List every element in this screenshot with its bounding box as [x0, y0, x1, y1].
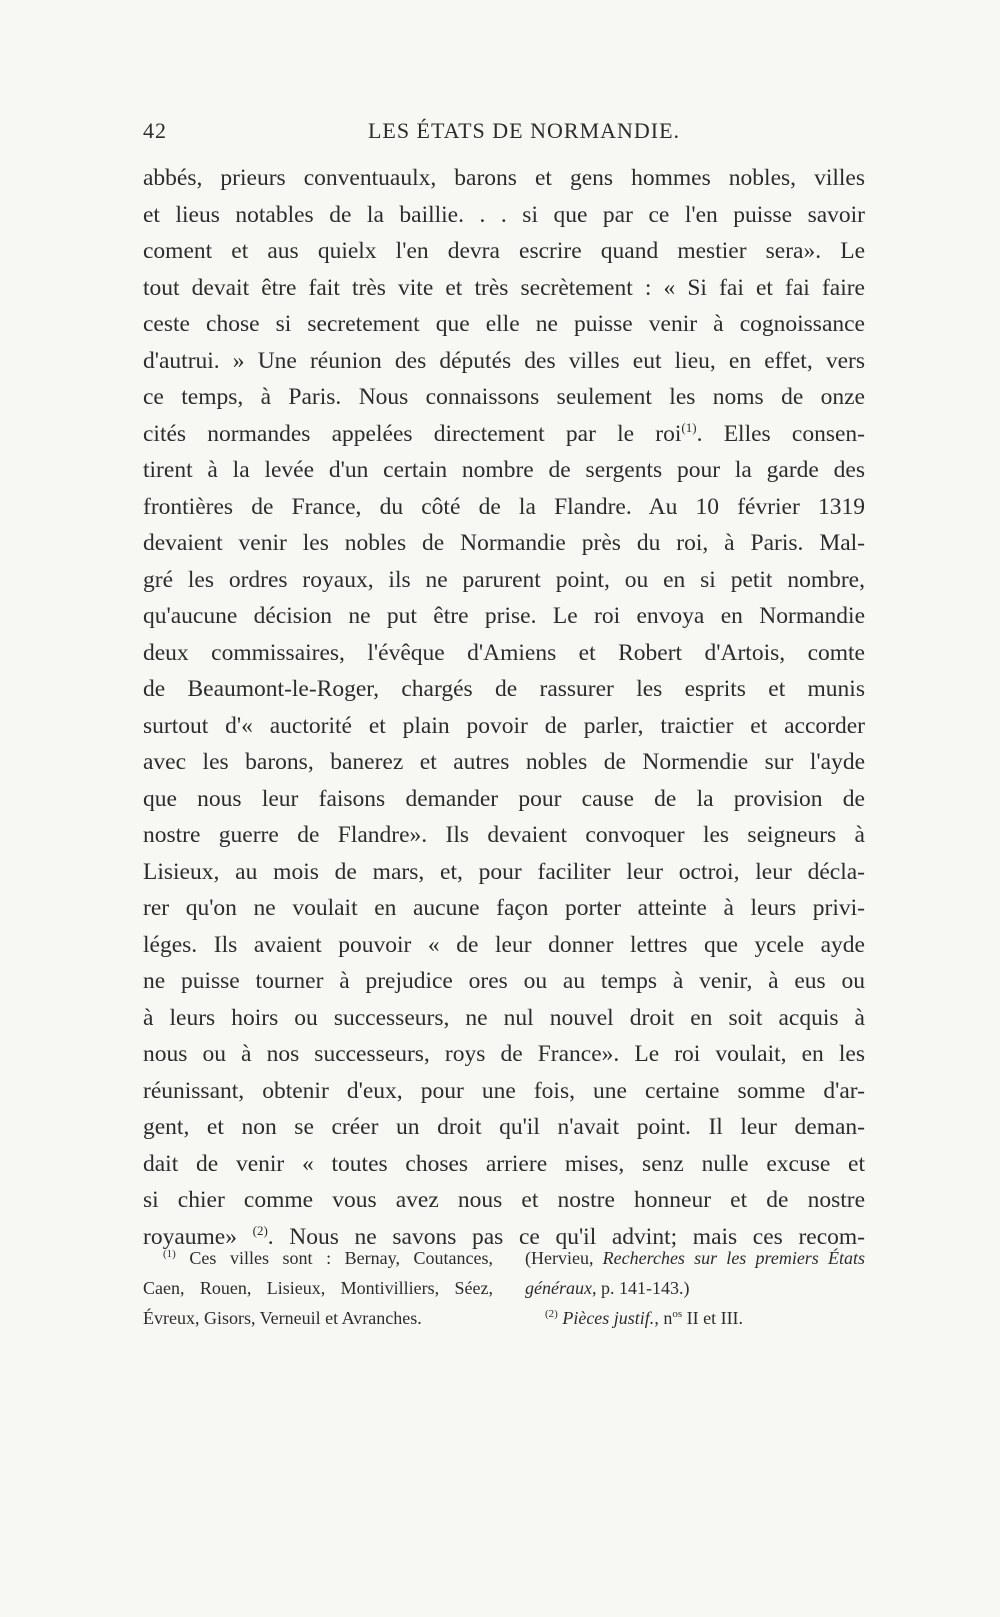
main-text	[143, 160, 865, 1255]
footnote-ref-1: (1)	[681, 419, 697, 435]
footnote-ref-2: (2)	[252, 1222, 268, 1238]
footnote-source: Pièces justif.	[562, 1308, 655, 1328]
text-line: avec les barons, banerez et autres nobles de Normendie sur l'ayde	[143, 749, 865, 775]
footnote-line: Caen, Rouen, Lisieux, Montivilliers, Séez,	[143, 1278, 493, 1298]
footnote-line	[525, 1243, 865, 1273]
footnote-superscript: os	[672, 1308, 683, 1320]
text-line: réunissant, obtenir d'eux, pour une fois, une certaine somme d'ar-	[143, 1077, 865, 1104]
text-line: nous ou à nos successeurs, roys de France». Le roi voulait, en les	[143, 1041, 865, 1067]
footnote-column-left	[143, 1243, 493, 1333]
text-segment: . Nous ne savons pas ce qu'il advint; mais ces recom-	[267, 1223, 865, 1250]
text-line: abbés, prieurs conventuaulx, barons et gens hommes nobles, villes	[143, 165, 865, 191]
text-segment: cités normandes appelées directement par le roi	[143, 420, 682, 447]
text-segment: royaume»	[143, 1223, 237, 1250]
running-header	[143, 118, 865, 150]
footnote-text: , n	[654, 1308, 673, 1328]
text-line: à leurs hoirs ou successeurs, ne nul nouvel droit en soit acquis à	[143, 1004, 865, 1031]
text-line	[143, 416, 865, 453]
text-line: de Beaumont-le-Roger, chargés de rassurer les esprits et munis	[143, 676, 865, 702]
footnote-line	[525, 1303, 865, 1333]
text-line: léges. Ils avaient pouvoir « de leur donner lettres que ycele ayde	[143, 931, 865, 958]
footnote-line	[525, 1273, 865, 1303]
text-line: que nous leur faisons demander pour cause de la provision de	[143, 785, 865, 812]
text-line: dait de venir « toutes choses arriere mises, senz nulle excuse et	[143, 1150, 865, 1177]
text-line: Lisieux, au mois de mars, et, pour faciliter leur octroi, leur décla-	[143, 858, 865, 885]
text-line: surtout d'« auctorité et plain povoir de parler, traictier et accorder	[143, 712, 865, 739]
text-line: tirent à la levée d'un certain nombre de sergents pour la garde des	[143, 457, 865, 483]
book-title: généraux	[525, 1278, 592, 1298]
footnote-marker: (2)	[545, 1308, 558, 1320]
text-line: si chier comme vous avez nous et nostre honneur et de nostre	[143, 1187, 865, 1213]
text-line: gré les ordres royaux, ils ne parurent point, ou en si petit nombre,	[143, 566, 865, 593]
footnote-line: Évreux, Gisors, Verneuil et Avranches.	[143, 1308, 422, 1328]
text-line: et lieus notables de la baillie. . . si que par ce l'en puisse savoir	[143, 201, 865, 228]
page-number: 42	[143, 118, 167, 143]
text-line: d'autrui. » Une réunion des députés des villes eut lieu, en effet, vers	[143, 347, 865, 374]
text-line: frontières de France, du côté de la Flandre. Au 10 février 1319	[143, 493, 865, 520]
running-title: LES ÉTATS DE NORMANDIE.	[367, 118, 681, 143]
footnote-line	[143, 1243, 493, 1273]
footnote-text: , p. 141-143.)	[591, 1278, 690, 1298]
text-line: ceste chose si secretement que elle ne puisse venir à cognoissance	[143, 311, 865, 337]
text-line: ce temps, à Paris. Nous connaissons seulement les noms de onze	[143, 384, 865, 410]
book-title: Recherches sur les premiers États	[602, 1248, 865, 1268]
footnote-text: II et III.	[682, 1308, 744, 1328]
footnote-text: (Hervieu,	[525, 1248, 603, 1268]
text-line: tout devait être fait très vite et très secrètement : « Si fai et fai faire	[143, 274, 865, 301]
footnote-text: Ces villes sont : Bernay, Coutances,	[189, 1248, 493, 1268]
text-line: deux commissaires, l'évêque d'Amiens et Robert d'Artois, comte	[143, 639, 865, 666]
text-line: qu'aucune décision ne put être prise. Le roi envoya en Normandie	[143, 603, 865, 629]
text-line: coment et aus quielx l'en devra escrire quand mestier sera». Le	[143, 238, 865, 264]
text-line: rer qu'on ne voulait en aucune façon porter atteinte à leurs privi-	[143, 895, 865, 921]
footnote-column-right	[525, 1243, 865, 1333]
text-line: ne puisse tourner à prejudice ores ou au temps à venir, à eus ou	[143, 968, 865, 994]
text-line: devaient venir les nobles de Normandie près du roi, à Paris. Mal-	[143, 530, 865, 556]
text-segment: . Elles consen-	[696, 420, 865, 447]
text-line: nostre guerre de Flandre». Ils devaient convoquer les seigneurs à	[143, 822, 865, 848]
footnote-marker: (1)	[163, 1248, 176, 1260]
text-line: gent, et non se créer un droit qu'il n'avait point. Il leur deman-	[143, 1114, 865, 1140]
